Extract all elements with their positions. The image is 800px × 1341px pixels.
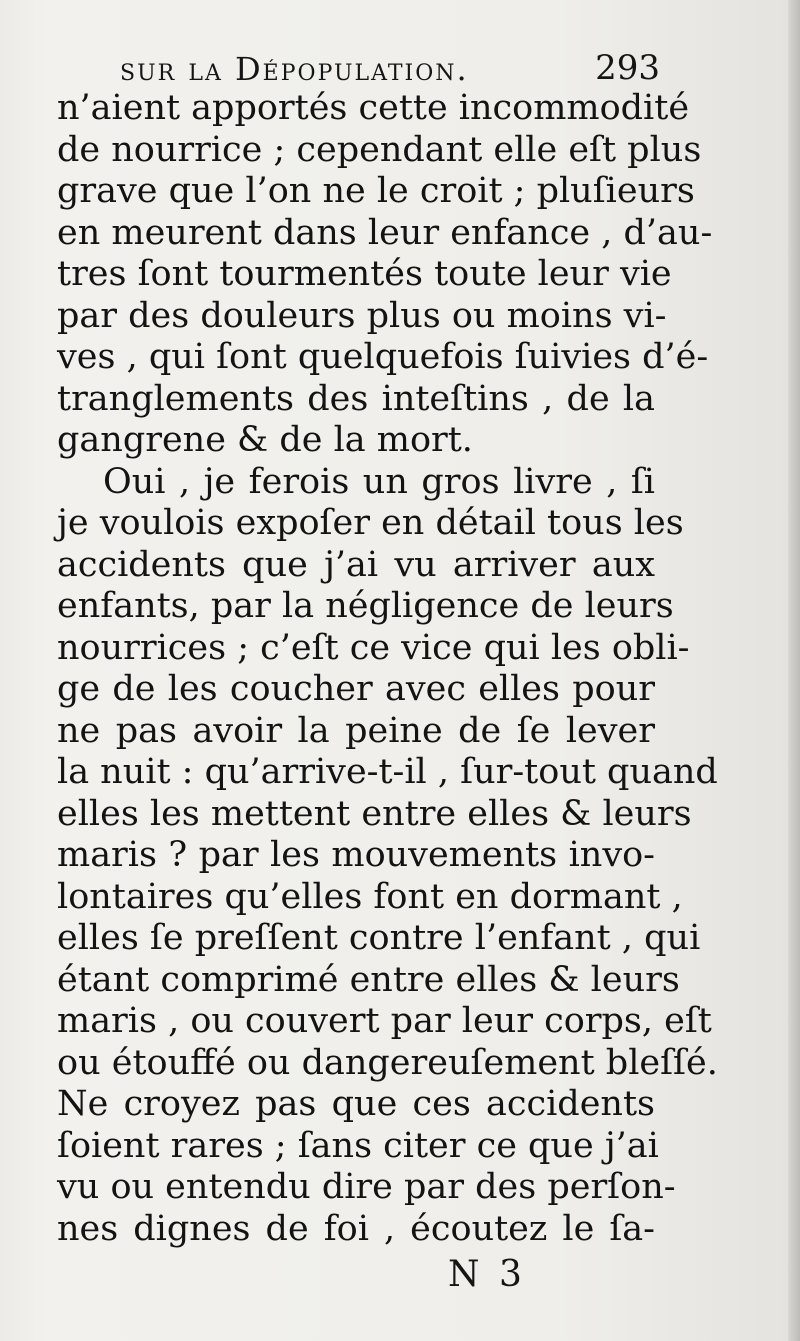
page-number: 293 [595,48,660,88]
text-line: je voulois expoſer en détail tous les [57,503,684,543]
text-line: nes dignes de foi , écoutez le ſa- [57,1208,655,1249]
text-line: ou étouffé ou dangereuſement bleſſé. [57,1042,718,1083]
text-line: vu ou entendu dire par des perſon- [57,1167,676,1207]
running-title: sur la Dépopulation. [120,50,469,88]
text-line: nourrices ; c’eſt ce vice qui les obli- [57,627,690,668]
text-line: ſoient rares ; ſans citer ce que j’ai [57,1125,659,1166]
text-line: n’aient apportés cette incommodité [57,88,690,128]
text-line: gangrene & de la mort. [57,420,473,460]
text-line: ves , qui ſont quelquefois ſuivies d’é- [57,337,709,377]
text-line: elles les mettent entre elles & leurs [57,793,692,834]
text-line: par des douleurs plus ou moins vi- [57,295,667,336]
running-header [120,44,660,94]
text-line: la nuit : qu’arrive-t-il , ſur-tout quand [57,752,718,792]
text-line: Ne croyez pas que ces accidents [57,1084,655,1124]
text-line: étant comprimé entre elles & leurs [57,959,680,1000]
text-line: ge de les coucher avec elles pour [57,669,655,709]
signature-mark: N 3 [448,1254,526,1295]
text-line: Oui , je ferois un gros livre , ſi [103,461,655,502]
text-line: tranglements des inteſtins , de la [57,378,655,419]
text-line: ne pas avoir la peine de ſe lever [57,710,655,751]
text-line: elles ſe preſſent contre l’enfant , qui [57,918,701,958]
body-text [57,88,718,1250]
page-edge [788,0,800,1341]
text-line: accidents que j’ai vu arriver aux [57,544,655,585]
text-line: de nourrice ; cependant elle eſt plus [57,129,702,170]
text-line: enfants, par la négligence de leurs [57,586,674,626]
text-line: maris ? par les mouvements invo- [57,835,655,875]
text-line: tres ſont tourmentés toute leur vie [57,254,672,294]
text-line: grave que l’on ne le croit ; pluſieurs [57,171,695,211]
text-line: maris , ou couvert par leur corps, eſt [57,1001,712,1041]
text-line: en meurent dans leur enfance , d’au- [57,212,713,253]
text-line: lontaires qu’elles font en dormant , [57,876,683,917]
